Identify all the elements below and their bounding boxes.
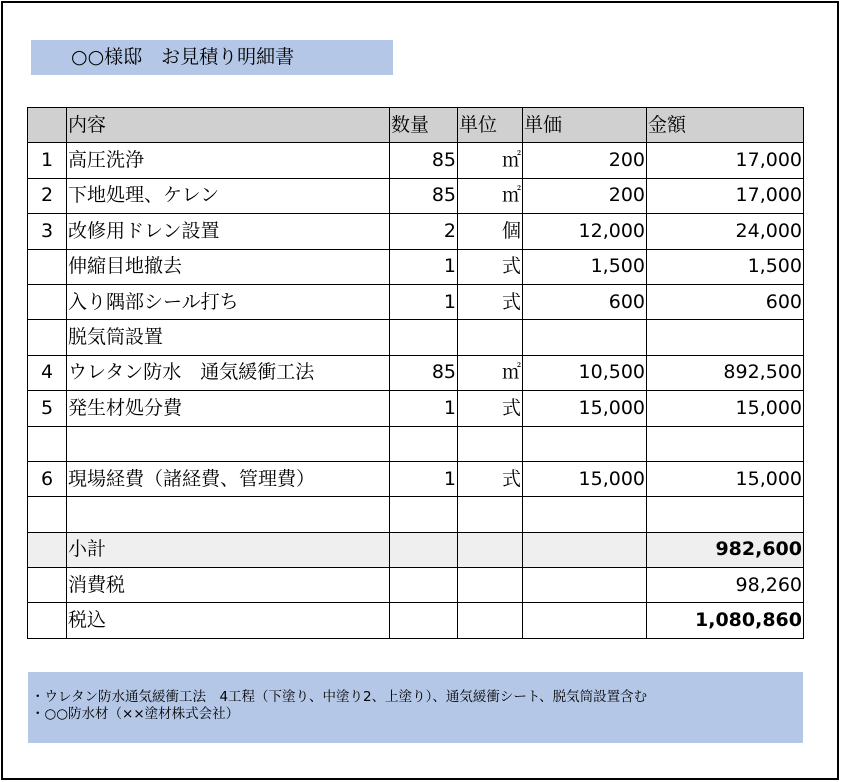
item-amount: 15,000	[647, 391, 804, 426]
table-row	[28, 461, 804, 496]
document-title: ○○様邸 お見積り明細書	[31, 40, 393, 75]
item-description: 伸縮目地撤去	[67, 249, 390, 284]
item-unit: ㎡	[458, 143, 523, 178]
item-quantity: 85	[390, 355, 458, 390]
item-unit: 式	[458, 249, 523, 284]
tax-row	[28, 568, 804, 603]
item-unit-price: 12,000	[523, 214, 647, 249]
item-description: 改修用ドレン設置	[67, 214, 390, 249]
item-amount: 600	[647, 284, 804, 319]
item-amount	[647, 426, 804, 461]
item-number: 4	[28, 355, 67, 390]
item-quantity: 1	[390, 249, 458, 284]
item-quantity: 2	[390, 214, 458, 249]
note-line: ・ウレタン防水通気緩衝工法 4工程（下塗り、中塗り2、上塗り）、通気緩衝シート、脱気筒設置含む	[31, 689, 648, 705]
tax-amount: 98,260	[647, 568, 804, 603]
item-quantity	[390, 497, 458, 532]
item-description: 脱気筒設置	[67, 320, 390, 355]
notes-box	[28, 672, 803, 743]
item-unit: ㎡	[458, 355, 523, 390]
table-row	[28, 320, 804, 355]
note-line: ・○○防水材（××塗材株式会社）	[31, 706, 240, 722]
table-row	[28, 426, 804, 461]
item-description: 入り隅部シール打ち	[67, 284, 390, 319]
item-number: 6	[28, 461, 67, 496]
header-description: 内容	[67, 108, 390, 143]
item-unit: 個	[458, 214, 523, 249]
item-unit: ㎡	[458, 178, 523, 213]
item-description: 下地処理、ケレン	[67, 178, 390, 213]
header-unit-price: 単価	[523, 108, 647, 143]
item-quantity	[390, 320, 458, 355]
item-number: 1	[28, 143, 67, 178]
item-amount: 892,500	[647, 355, 804, 390]
item-quantity: 85	[390, 178, 458, 213]
item-quantity	[390, 426, 458, 461]
header-unit: 単位	[458, 108, 523, 143]
item-unit-price: 10,500	[523, 355, 647, 390]
header-no	[28, 108, 67, 143]
item-amount	[647, 320, 804, 355]
item-description: 高圧洗浄	[67, 143, 390, 178]
item-number	[28, 249, 67, 284]
table-row	[28, 143, 804, 178]
subtotal-amount: 982,600	[647, 532, 804, 567]
item-description	[67, 426, 390, 461]
table-row	[28, 249, 804, 284]
item-unit-price	[523, 320, 647, 355]
item-quantity: 1	[390, 284, 458, 319]
item-unit-price: 1,500	[523, 249, 647, 284]
item-quantity: 1	[390, 391, 458, 426]
item-unit: 式	[458, 284, 523, 319]
header-quantity: 数量	[390, 108, 458, 143]
item-number: 3	[28, 214, 67, 249]
table-row	[28, 497, 804, 532]
item-number	[28, 497, 67, 532]
item-unit-price	[523, 497, 647, 532]
table-row	[28, 355, 804, 390]
item-unit-price: 200	[523, 178, 647, 213]
item-unit-price	[523, 426, 647, 461]
item-amount: 17,000	[647, 143, 804, 178]
item-number	[28, 426, 67, 461]
item-unit: 式	[458, 461, 523, 496]
item-number: 5	[28, 391, 67, 426]
item-unit-price: 15,000	[523, 461, 647, 496]
item-unit-price: 200	[523, 143, 647, 178]
item-number	[28, 320, 67, 355]
total-amount: 1,080,860	[647, 603, 804, 638]
table-row	[28, 284, 804, 319]
item-quantity: 85	[390, 143, 458, 178]
item-unit: 式	[458, 391, 523, 426]
item-amount: 15,000	[647, 461, 804, 496]
item-unit-price: 600	[523, 284, 647, 319]
subtotal-row	[28, 532, 804, 567]
item-number	[28, 284, 67, 319]
subtotal-label: 小計	[67, 532, 390, 567]
total-row	[28, 603, 804, 638]
item-amount	[647, 497, 804, 532]
item-number: 2	[28, 178, 67, 213]
item-description: 発生材処分費	[67, 391, 390, 426]
item-description	[67, 497, 390, 532]
item-unit-price: 15,000	[523, 391, 647, 426]
item-amount: 24,000	[647, 214, 804, 249]
item-unit	[458, 426, 523, 461]
tax-label: 消費税	[67, 568, 390, 603]
table-header-row	[28, 108, 804, 143]
item-quantity: 1	[390, 461, 458, 496]
item-amount: 17,000	[647, 178, 804, 213]
item-amount: 1,500	[647, 249, 804, 284]
table-row	[28, 391, 804, 426]
item-description: ウレタン防水 通気緩衝工法	[67, 355, 390, 390]
table-row	[28, 214, 804, 249]
item-unit	[458, 320, 523, 355]
table-row	[28, 178, 804, 213]
header-amount: 金額	[647, 108, 804, 143]
item-unit	[458, 497, 523, 532]
item-description: 現場経費（諸経費、管理費）	[67, 461, 390, 496]
total-label: 税込	[67, 603, 390, 638]
estimate-table	[27, 107, 804, 639]
